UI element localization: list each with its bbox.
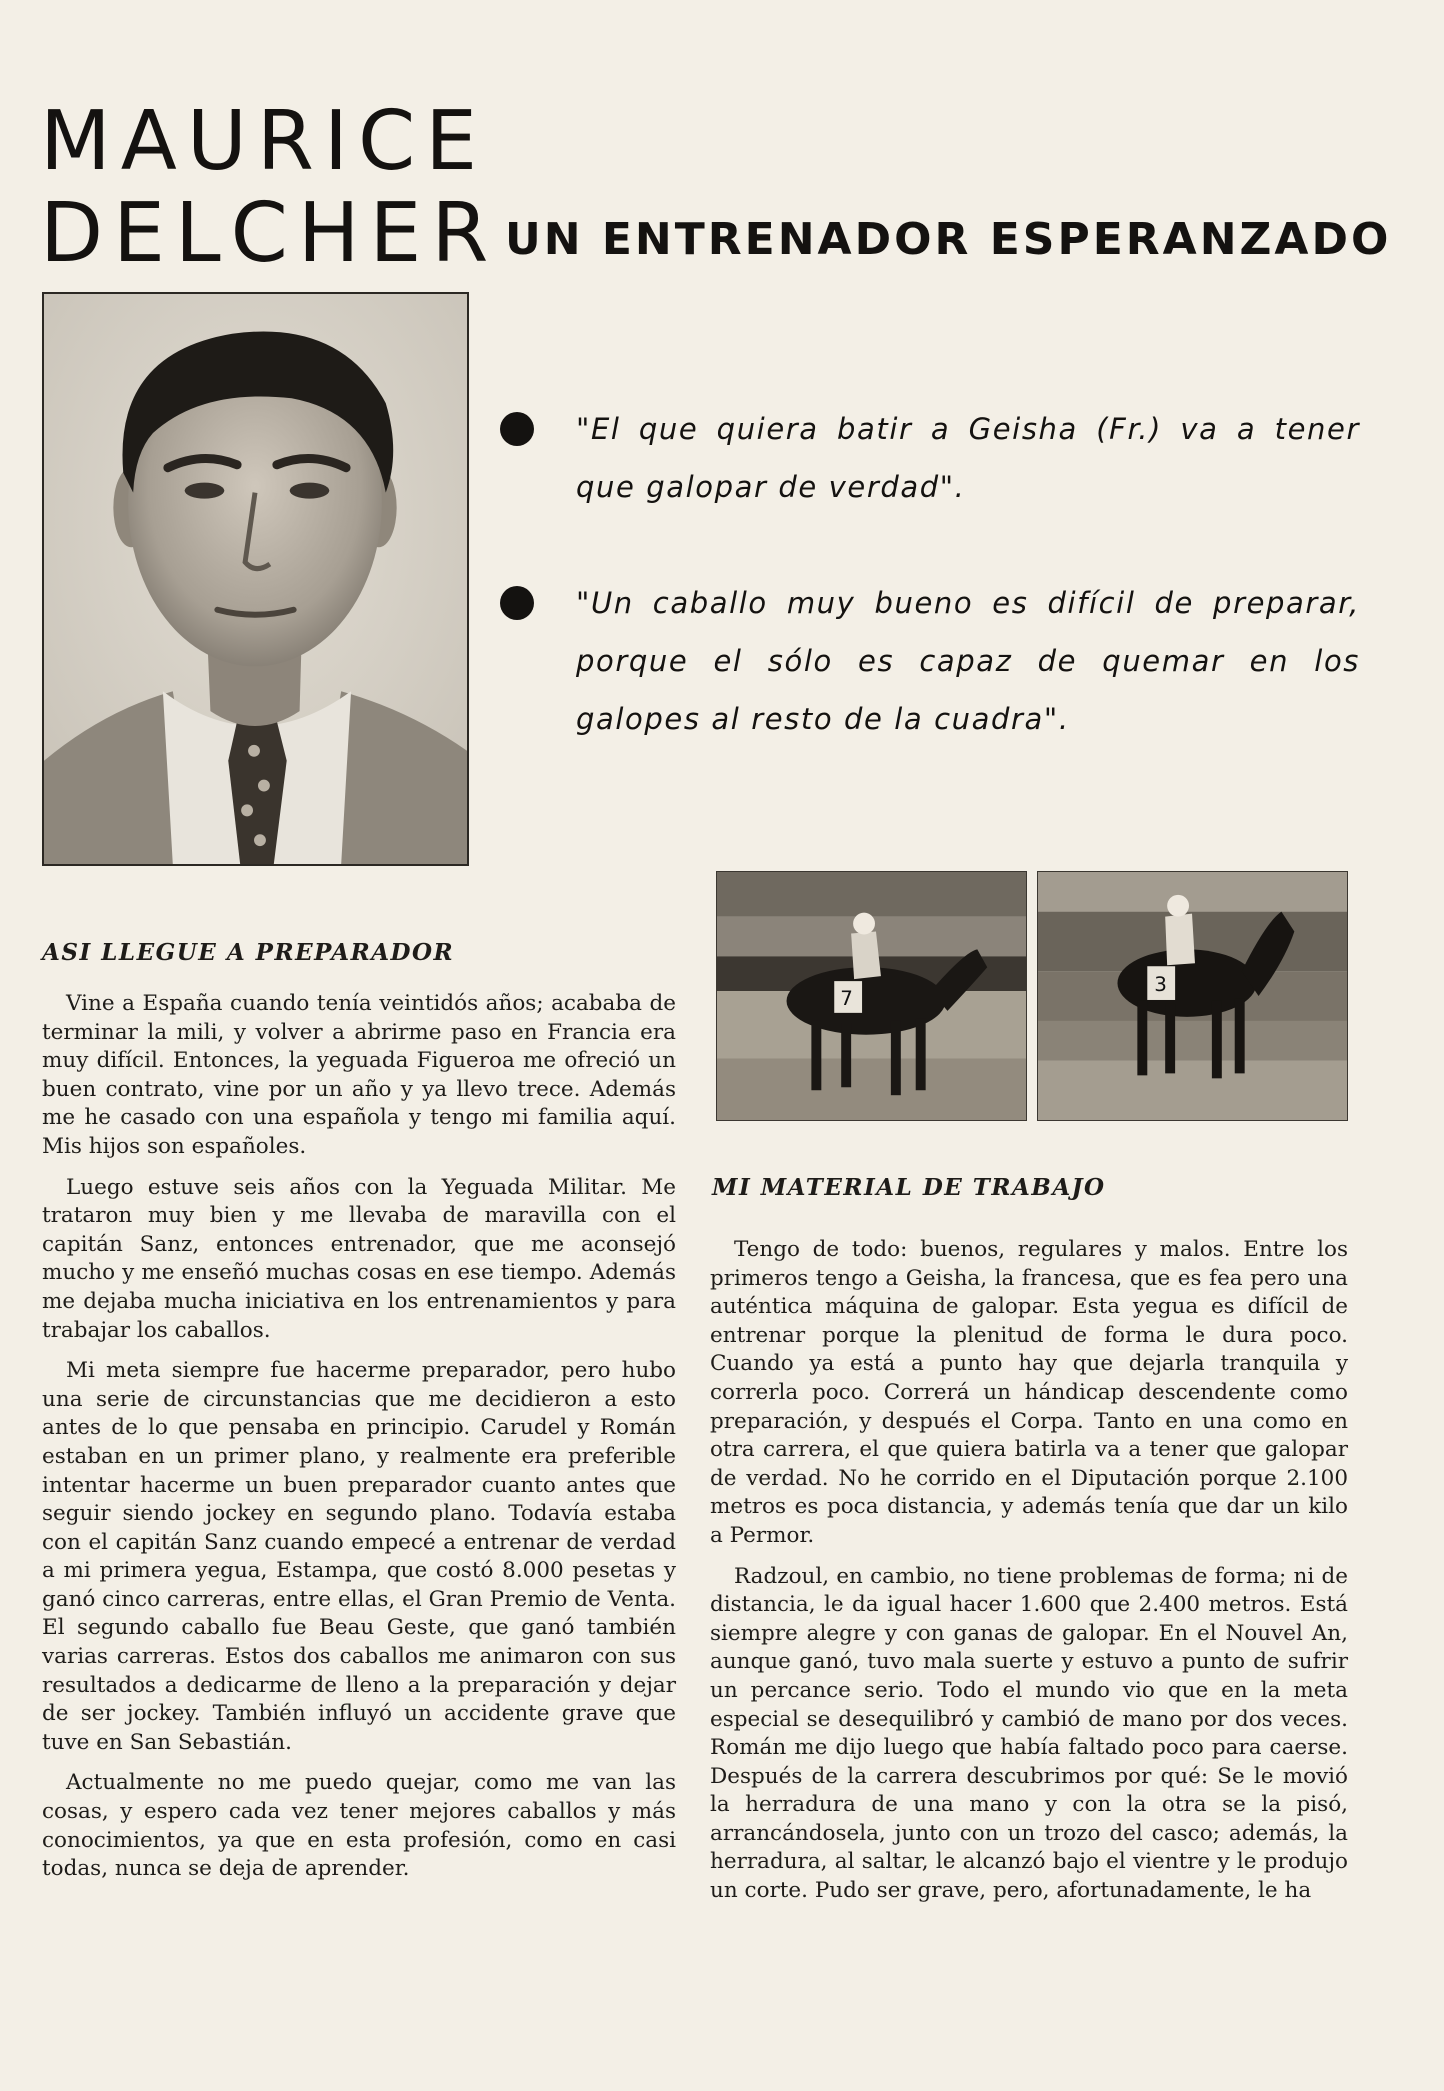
section-heading-material: MI MATERIAL DE TRABAJO <box>712 1174 1106 1201</box>
portrait-photo <box>42 292 469 866</box>
pull-quotes <box>500 400 1360 806</box>
pull-quote <box>500 574 1360 748</box>
race-photo-left <box>716 871 1027 1121</box>
saddle-number: 3 <box>1154 973 1167 997</box>
article-paragraph: Tengo de todo: buenos, regulares y malos. Entre los primeros tengo a Geisha, la francesa, que es fea pero una auténtica máquina de galopar. Esta yegua es difícil de entrenar porque la plenitud de forma le dura poco. Cuando ya está a punto hay que dejarla tranquila y correrla poco. Correrá un hándicap descendente como preparación, y después el Corpa. Tanto en una como en otra carrera, el que quiera batirla va a tener que galopar de verdad. No he corrido en el Diputación porque 2.100 metros es poca distancia, y además tenía que dar un kilo a Permor. <box>710 1237 1348 1548</box>
article-paragraph: Mi meta siempre fue hacerme preparador, pero hubo una serie de circunstancias que me decidieron a esto antes de lo que pensaba en principio. Carudel y Román estaban en un primer plano, y realmente era preferible intentar hacerme un buen preparador cuanto antes que seguir siendo jockey en segundo plano. Todavía estaba con el capitán Sanz cuando empecé a entrenar de verdad a mi primera yegua, Estampa, que costó 8.000 pesetas y ganó cinco carreras, entre ellas, el Gran Premio de Venta. El segundo caballo fue Beau Geste, que ganó también varias carreras. Estos dos caballos me animaron con sus resultados a dedicarme de lleno a la preparación y dejar de ser jockey. También influyó un accidente grave que tuve en San Sebastián. <box>42 1358 676 1755</box>
race-photos <box>716 871 1348 1121</box>
bullet-icon <box>500 586 534 620</box>
pull-quote-text: "El que quiera batir a Geisha (Fr.) va a tener que galopar de verdad". <box>576 412 1360 504</box>
saddle-number: 7 <box>840 986 853 1010</box>
article-paragraph: Actualmente no me puedo quejar, como me van las cosas, y espero cada vez tener mejores caballos y más conocimientos, ya que en esta profesión, como en casi todas, nunca se deja de aprender. <box>42 1770 676 1882</box>
title-line-2: DELCHER <box>40 186 499 281</box>
article-column-right <box>710 1236 1348 1918</box>
article-paragraph: Luego estuve seis años con la Yeguada Militar. Me trataron muy bien y me llevaba de maravilla con el capitán Sanz, entonces entrenador, que me aconsejó mucho y me enseñó muchas cosas en ese tiempo. Además me dejaba mucha iniciativa en los entrenamientos y para trabajar los caballos. <box>42 1174 676 1343</box>
pull-quote <box>500 400 1360 516</box>
article-paragraph: Vine a España cuando tenía veintidós años; acababa de terminar la mili, y volver a abrirme paso en Francia era muy difícil. Entonces, la yeguada Figueroa me ofreció un buen contrato, vine por un año y ya llevo trece. Además me he casado con una española y tengo mi familia aquí. Mis hijos son españoles. <box>42 991 676 1159</box>
race-photo-right <box>1037 871 1348 1121</box>
bullet-icon <box>500 412 534 446</box>
pull-quote-text: "Un caballo muy bueno es difícil de preparar, porque el sólo es capaz de quemar en los galopes al resto de la cuadra". <box>576 586 1360 736</box>
section-heading-preparador: ASI LLEGUE A PREPARADOR <box>42 939 455 966</box>
article-column-left <box>42 990 676 1896</box>
article-subtitle: UN ENTRENADOR ESPERANZADO <box>505 214 1392 265</box>
article-title <box>40 96 498 280</box>
article-paragraph: Radzoul, en cambio, no tiene problemas de forma; ni de distancia, le da igual hacer 1.600 que 2.400 metros. Está siempre alegre y con ganas de galopar. En el Nouvel An, aunque ganó, tuvo mala suerte y estuvo a punto de sufrir un percance serio. Todo el mundo vio que en la meta especial se desequilibró y cambió de mano por dos veces. Román me dijo luego que había faltado poco para caerse. Después de la carrera descubrimos por qué: Se le movió la herradura de una mano y con la otra se la pisó, arrancándosela, junto con un trozo del casco; además, la herradura, al saltar, le alcanzó bajo el vientre y le produjo un corte. Pudo ser grave, pero, afortunadamente, le ha <box>710 1563 1348 1904</box>
title-line-1: MAURICE <box>40 94 488 189</box>
